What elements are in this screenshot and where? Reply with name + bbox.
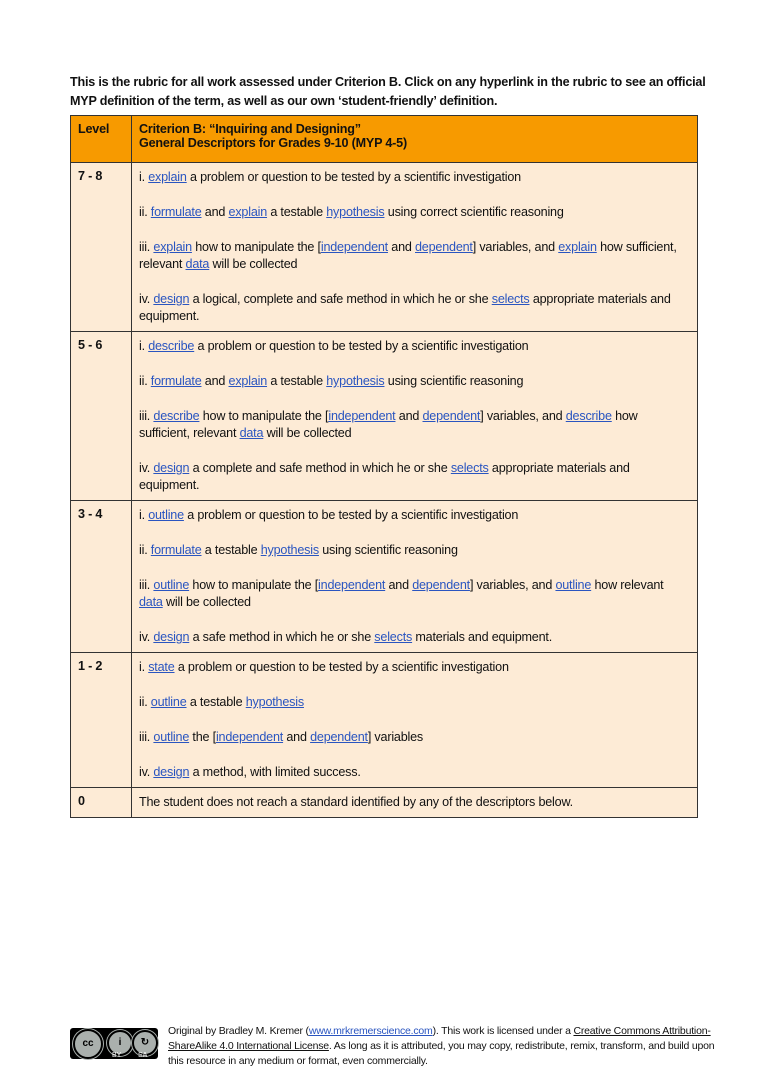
descriptor-text: and xyxy=(201,374,229,388)
descriptor-text: ] variables xyxy=(367,730,424,744)
descriptor-text: iv. xyxy=(139,630,154,644)
term-link-design[interactable]: design xyxy=(153,292,190,306)
descriptor xyxy=(139,542,690,559)
header-criterion xyxy=(132,116,698,163)
descriptor-text: will be collected xyxy=(209,257,298,271)
descriptor-text: a method, with limited success. xyxy=(189,765,361,779)
descriptor-text: iii. xyxy=(139,730,154,744)
descriptor xyxy=(139,338,690,355)
descriptor-text: a testable xyxy=(186,695,246,709)
descriptor-text: ii. xyxy=(139,374,151,388)
descriptor-text: how relevant xyxy=(591,578,664,592)
descriptor-text: ] variables, and xyxy=(480,409,566,423)
descriptor xyxy=(139,373,690,390)
term-link-formulate[interactable]: formulate xyxy=(150,205,202,219)
term-link-design[interactable]: design xyxy=(153,765,190,779)
term-link-selects[interactable]: selects xyxy=(374,630,413,644)
descriptor xyxy=(139,729,690,746)
descriptor-text: how sufficient, relevant xyxy=(139,409,638,440)
header-subtitle: General Descriptors for Grades 9-10 (MYP 4-5) xyxy=(139,136,407,150)
rubric-table xyxy=(70,115,698,818)
descriptor-text: using correct scientific reasoning xyxy=(384,205,564,219)
descriptor-text: will be collected xyxy=(263,426,352,440)
descriptor-text: iii. xyxy=(139,240,154,254)
term-link-dependent[interactable]: dependent xyxy=(415,240,473,254)
cc-icon: cc xyxy=(73,1029,103,1059)
term-link-dependent[interactable]: dependent xyxy=(412,578,470,592)
descriptor-text: a problem or question to be tested by a scientific investigation xyxy=(174,660,509,674)
descriptor-text: and xyxy=(395,409,423,423)
license-link[interactable]: Creative Commons Attribution-ShareAlike 4.0 International License xyxy=(168,1025,711,1052)
descriptor-text: and xyxy=(283,730,311,744)
descriptor xyxy=(139,577,690,611)
header-title: Criterion B: “Inquiring and Designing” xyxy=(139,122,361,136)
descriptor xyxy=(139,629,690,646)
table-row xyxy=(71,332,698,501)
descriptor-text: The student does not reach a standard identified by any of the descriptors below. xyxy=(139,795,573,809)
table-row xyxy=(71,163,698,332)
descriptor-text: a safe method in which he or she xyxy=(189,630,375,644)
footer-text-1: Original by Bradley M. Kremer ( xyxy=(168,1025,309,1037)
intro-text: This is the rubric for all work assessed under Criterion B. Click on any hyperlink in the rubric to see an official MYP definition of the term, as well as our own ‘student-friendly’ definition. xyxy=(70,75,706,108)
term-link-hypothesis[interactable]: hypothesis xyxy=(260,543,319,557)
descriptor-text: a complete and safe method in which he or she xyxy=(189,461,451,475)
term-link-selects[interactable]: selects xyxy=(450,461,489,475)
descriptor xyxy=(139,169,690,186)
descriptor-text: a logical, complete and safe method in which he or she xyxy=(189,292,492,306)
descriptor-cell xyxy=(132,788,698,818)
descriptor-cell xyxy=(132,501,698,653)
level-cell: 3 - 4 xyxy=(71,501,132,653)
term-link-independent[interactable]: independent xyxy=(328,409,396,423)
term-link-explain[interactable]: explain xyxy=(558,240,597,254)
term-link-design[interactable]: design xyxy=(153,630,190,644)
descriptor-text: how sufficient, relevant xyxy=(139,240,677,271)
descriptor-text: ii. xyxy=(139,543,151,557)
descriptor-text: i. xyxy=(139,508,149,522)
descriptor-text: ] variables, and xyxy=(472,240,559,254)
descriptor xyxy=(139,460,690,494)
table-header-row xyxy=(71,116,698,163)
descriptor-cell xyxy=(132,163,698,332)
term-link-explain[interactable]: explain xyxy=(228,205,268,219)
descriptor-text: a problem or question to be tested by a scientific investigation xyxy=(194,339,529,353)
table-row xyxy=(71,788,698,818)
term-link-hypothesis[interactable]: hypothesis xyxy=(326,205,385,219)
descriptor-text: will be collected xyxy=(162,595,251,609)
descriptor xyxy=(139,694,690,711)
descriptor-text: and xyxy=(387,240,415,254)
descriptor-text: how to manipulate the [ xyxy=(199,409,329,423)
descriptor-text: iii. xyxy=(139,409,154,423)
descriptor xyxy=(139,291,690,325)
term-link-selects[interactable]: selects xyxy=(491,292,530,306)
term-link-dependent[interactable]: dependent xyxy=(422,409,481,423)
term-link-hypothesis[interactable]: hypothesis xyxy=(326,374,385,388)
term-link-outline[interactable]: outline xyxy=(153,578,190,592)
descriptor-text: ii. xyxy=(139,205,151,219)
attribution-icon: i xyxy=(107,1030,133,1056)
descriptor-text: a problem or question to be tested by a scientific investigation xyxy=(186,170,521,184)
term-link-hypothesis[interactable]: hypothesis xyxy=(245,695,304,709)
site-link[interactable]: www.mrkremerscience.com xyxy=(308,1025,433,1037)
footer-text-3: . As long as it is attributed, you may copy, redistribute, remix, transform, and build upon this resource in any medium or format, even commercially. xyxy=(168,1040,715,1067)
descriptor-text: iv. xyxy=(139,461,154,475)
term-link-outline[interactable]: outline xyxy=(150,695,187,709)
descriptor-text: using scientific reasoning xyxy=(384,374,524,388)
term-link-independent[interactable]: independent xyxy=(318,578,386,592)
descriptor-text: ] variables, and xyxy=(469,578,556,592)
descriptor-text: the [ xyxy=(189,730,216,744)
level-cell: 5 - 6 xyxy=(71,332,132,501)
term-link-independent[interactable]: independent xyxy=(215,730,284,744)
table-row xyxy=(71,653,698,788)
header-level: Level xyxy=(71,116,132,163)
sa-label: SA xyxy=(138,1052,148,1059)
descriptor-text: using scientific reasoning xyxy=(318,543,458,557)
descriptor-text: i. xyxy=(139,339,149,353)
share-alike-icon: ↻ xyxy=(132,1030,158,1056)
level-cell: 7 - 8 xyxy=(71,163,132,332)
descriptor-text: iv. xyxy=(139,765,154,779)
descriptor-text: a testable xyxy=(267,205,327,219)
descriptor xyxy=(139,408,690,442)
level-cell: 1 - 2 xyxy=(71,653,132,788)
descriptor-text: a testable xyxy=(267,374,327,388)
term-link-explain[interactable]: explain xyxy=(148,170,187,184)
footer-text-2: ). This work is licensed under a xyxy=(432,1025,574,1037)
descriptor-cell xyxy=(132,332,698,501)
table-row xyxy=(71,501,698,653)
descriptor-text: i. xyxy=(139,170,149,184)
term-link-formulate[interactable]: formulate xyxy=(150,374,202,388)
term-link-data[interactable]: data xyxy=(239,426,264,440)
descriptor-text: and xyxy=(201,205,229,219)
descriptor-text: iv. xyxy=(139,292,154,306)
term-link-describe[interactable]: describe xyxy=(148,339,195,353)
footer-text xyxy=(168,1024,728,1069)
descriptor-text: how to manipulate the [ xyxy=(191,240,321,254)
descriptor xyxy=(139,239,690,273)
term-link-dependent[interactable]: dependent xyxy=(310,730,368,744)
by-label: BY xyxy=(112,1052,122,1059)
descriptor-text: appropriate materials and equipment. xyxy=(139,292,671,323)
term-link-design[interactable]: design xyxy=(153,461,190,475)
descriptor-text: iii. xyxy=(139,578,154,592)
term-link-independent[interactable]: independent xyxy=(320,240,388,254)
term-link-outline[interactable]: outline xyxy=(555,578,592,592)
descriptor-text: ii. xyxy=(139,695,151,709)
descriptor-text: i. xyxy=(139,660,149,674)
descriptor xyxy=(139,507,690,524)
cc-by-sa-license-badge[interactable] xyxy=(70,1028,158,1059)
descriptor-text: materials and equipment. xyxy=(412,630,553,644)
descriptor-text: how to manipulate the [ xyxy=(189,578,319,592)
term-link-data[interactable]: data xyxy=(185,257,210,271)
term-link-outline[interactable]: outline xyxy=(148,508,184,522)
term-link-outline[interactable]: outline xyxy=(153,730,190,744)
descriptor-text: appropriate materials and equipment. xyxy=(139,461,630,492)
term-link-formulate[interactable]: formulate xyxy=(150,543,202,557)
descriptor xyxy=(139,764,690,781)
term-link-state[interactable]: state xyxy=(148,660,175,674)
descriptor-text: a problem or question to be tested by a scientific investigation xyxy=(183,508,519,522)
term-link-describe[interactable]: describe xyxy=(153,409,200,423)
descriptor xyxy=(139,659,690,676)
term-link-explain[interactable]: explain xyxy=(228,374,268,388)
term-link-describe[interactable]: describe xyxy=(565,409,612,423)
descriptor xyxy=(139,204,690,221)
level-cell: 0 xyxy=(71,788,132,818)
term-link-explain[interactable]: explain xyxy=(153,240,192,254)
descriptor-text: and xyxy=(385,578,413,592)
term-link-data[interactable]: data xyxy=(139,595,163,609)
descriptor xyxy=(139,794,690,811)
descriptor-text: a testable xyxy=(201,543,261,557)
descriptor-cell xyxy=(132,653,698,788)
